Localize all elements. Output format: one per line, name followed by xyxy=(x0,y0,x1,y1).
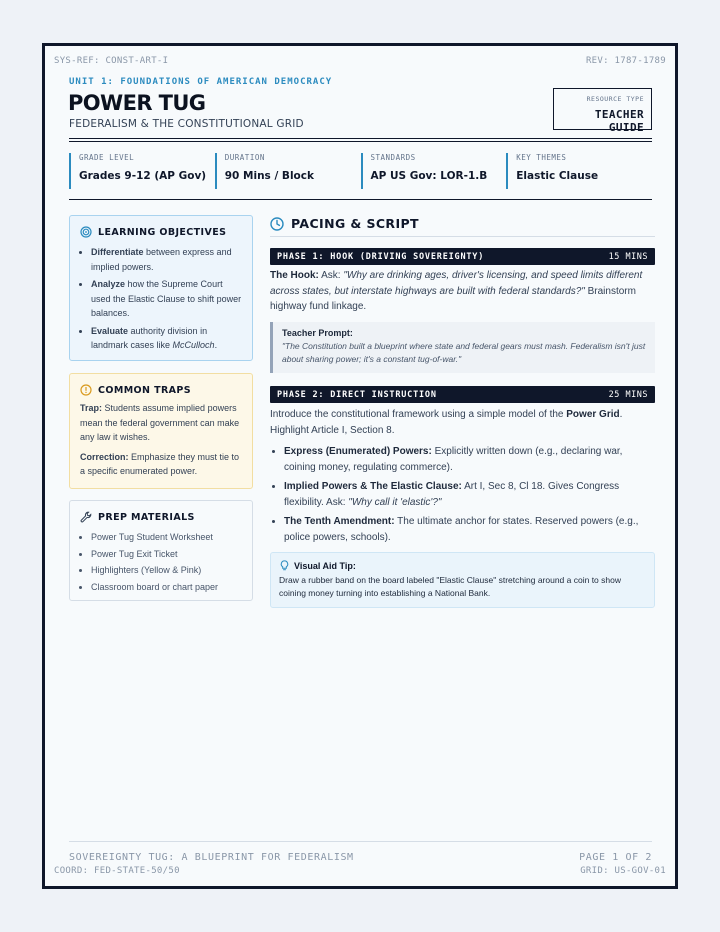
meta-label: STANDARDS xyxy=(370,153,416,162)
target-icon xyxy=(80,226,92,238)
powers-list xyxy=(270,444,655,549)
visual-aid-tip-box xyxy=(270,552,655,608)
teacher-prompt-box xyxy=(270,322,655,373)
document-page xyxy=(42,43,678,889)
wrench-icon xyxy=(80,511,92,523)
grid-label: GRID: US-GOV-01 xyxy=(580,866,666,876)
power-text: The ultimate anchor for states. Reserved powers (e.g., police powers, schools). xyxy=(284,516,639,543)
hook-label: The Hook: xyxy=(270,270,319,281)
prep-materials-title: PREP MATERIALS xyxy=(98,511,195,523)
phase-1-bar xyxy=(270,248,655,265)
case-name: McCulloch xyxy=(172,340,215,350)
page-number: PAGE 1 OF 2 xyxy=(579,852,652,863)
alert-circle-icon xyxy=(80,384,92,396)
list-item xyxy=(284,514,655,545)
intro-tail: . Highlight Article I, Section 8. xyxy=(270,409,623,436)
footer-title: SOVEREIGNTY TUG: A BLUEPRINT FOR FEDERALISM xyxy=(69,852,354,863)
meta-label: DURATION xyxy=(224,153,265,162)
list-item xyxy=(91,245,242,274)
meta-value: 90 Mins / Block xyxy=(224,170,314,182)
pacing-title: PACING & SCRIPT xyxy=(291,216,419,231)
visual-aid-tip-text: Draw a rubber band on the board labeled "Elastic Clause" stretching around a coin to show coining money turning into establishing a National Bank. xyxy=(279,575,621,598)
list-item xyxy=(91,324,242,353)
phase-2-time: 25 MINS xyxy=(608,389,648,400)
phase-2-name: PHASE 2: DIRECT INSTRUCTION xyxy=(277,389,437,400)
power-term: Implied Powers & The Elastic Clause: xyxy=(284,481,462,492)
power-question: "Why call it 'elastic'?" xyxy=(348,496,442,508)
list-item: • Power Tug Exit Ticket xyxy=(91,547,242,562)
meta-value: Grades 9-12 (AP Gov) xyxy=(79,170,207,182)
power-term: The Tenth Amendment: xyxy=(284,516,395,527)
visual-aid-tip-title: Visual Aid Tip: xyxy=(294,560,356,571)
hook-ask: Ask: xyxy=(318,270,344,281)
revision-label: REV: 1787-1789 xyxy=(585,56,666,66)
meta-grade-level xyxy=(69,153,215,189)
resource-type-label: RESOURCE TYPE xyxy=(586,95,644,103)
list-item: • Power Tug Student Worksheet xyxy=(91,530,242,545)
page-subtitle: FEDERALISM & THE CONSTITUTIONAL GRID xyxy=(69,118,304,130)
objective-verb: Differentiate xyxy=(91,247,144,257)
common-traps-heading xyxy=(80,384,242,396)
prep-materials-card xyxy=(69,500,253,601)
common-traps-card xyxy=(69,373,253,489)
meta-divider xyxy=(69,199,652,200)
meta-label: GRADE LEVEL xyxy=(79,153,135,162)
objectives-list xyxy=(80,245,242,353)
visual-aid-tip-heading xyxy=(279,560,646,571)
learning-objectives-card xyxy=(69,215,253,361)
objective-tail: . xyxy=(214,340,218,350)
meta-label: KEY THEMES xyxy=(516,153,567,162)
correction-label: Correction: xyxy=(80,451,129,462)
list-item xyxy=(91,277,242,321)
objective-text: how the Supreme Court used the Elastic Clause to shift power balances. xyxy=(91,279,242,318)
meta-standards xyxy=(361,153,507,189)
phase-1-time: 15 MINS xyxy=(608,251,648,262)
learning-objectives-title: LEARNING OBJECTIVES xyxy=(98,226,227,238)
trap-text xyxy=(80,401,242,445)
list-item: • Highlighters (Yellow & Pink) xyxy=(91,563,242,578)
header-divider xyxy=(69,138,652,142)
hook-quote: "Why are drinking ages, driver's licensing, and speed limits different across states, but interstate highways are built with federal standards?" xyxy=(270,270,643,297)
list-item: • Classroom board or chart paper xyxy=(91,580,242,595)
correction-body: Emphasize they must tie to a specific enumerated power. xyxy=(80,451,240,476)
meta-bar xyxy=(69,153,652,189)
resource-type-box xyxy=(553,88,652,134)
prep-materials-heading xyxy=(80,511,242,523)
trap-label: Trap: xyxy=(80,403,103,413)
prep-list xyxy=(80,530,242,594)
intro-text: Introduce the constitutional framework using a simple model of the xyxy=(270,409,567,420)
intro-bold: Power Grid xyxy=(566,409,620,420)
page-title: POWER TUG xyxy=(68,91,206,115)
meta-duration xyxy=(215,153,361,189)
lightbulb-icon xyxy=(279,560,290,571)
teacher-prompt-title: Teacher Prompt: xyxy=(282,328,353,338)
clock-icon xyxy=(270,217,284,231)
common-traps-title: COMMON TRAPS xyxy=(98,384,192,396)
hook-paragraph xyxy=(270,268,655,315)
list-item xyxy=(284,479,655,510)
power-text: Art I, Sec 8, Cl 18. Gives Congress flexibility. Ask: xyxy=(284,481,620,508)
footer-divider xyxy=(69,841,652,842)
list-item xyxy=(284,444,655,475)
meta-value: Elastic Clause xyxy=(516,170,599,182)
pacing-divider xyxy=(270,236,655,237)
objective-verb: Analyze xyxy=(91,279,126,289)
objective-text: authority division in landmark cases like xyxy=(91,325,208,350)
unit-label: UNIT 1: FOUNDATIONS OF AMERICAN DEMOCRACY xyxy=(69,77,333,87)
learning-objectives-heading xyxy=(80,226,242,238)
power-term: Express (Enumerated) Powers: xyxy=(284,446,432,457)
meta-value: AP US Gov: LOR-1.B xyxy=(370,170,488,182)
meta-key-themes xyxy=(506,153,652,189)
correction-text xyxy=(80,450,242,479)
objective-verb: Evaluate xyxy=(91,325,129,336)
resource-type-value: TEACHER GUIDE xyxy=(594,108,644,134)
teacher-prompt-text: "The Constitution built a blueprint where state and federal gears must mash. Federalism isn't just about sharing power; it's a constant tug-of-war." xyxy=(282,341,646,364)
trap-body: Students assume implied powers mean the federal government can make any law it wishes. xyxy=(80,403,240,442)
phase-1-name: PHASE 1: HOOK (DRIVING SOVEREIGNTY) xyxy=(277,251,485,262)
hook-tail: Brainstorm highway fund linkage. xyxy=(270,285,636,312)
instruction-intro xyxy=(270,407,655,438)
power-text: Explicitly written down (e.g., declaring war, coining money, regulating commerce). xyxy=(284,446,623,473)
sys-ref-label: SYS-REF: CONST-ART-I xyxy=(54,56,169,66)
objective-text: between express and implied powers. xyxy=(91,247,232,272)
phase-2-bar xyxy=(270,386,655,403)
pacing-heading xyxy=(270,216,655,231)
coord-label: COORD: FED-STATE-50/50 xyxy=(54,866,180,876)
